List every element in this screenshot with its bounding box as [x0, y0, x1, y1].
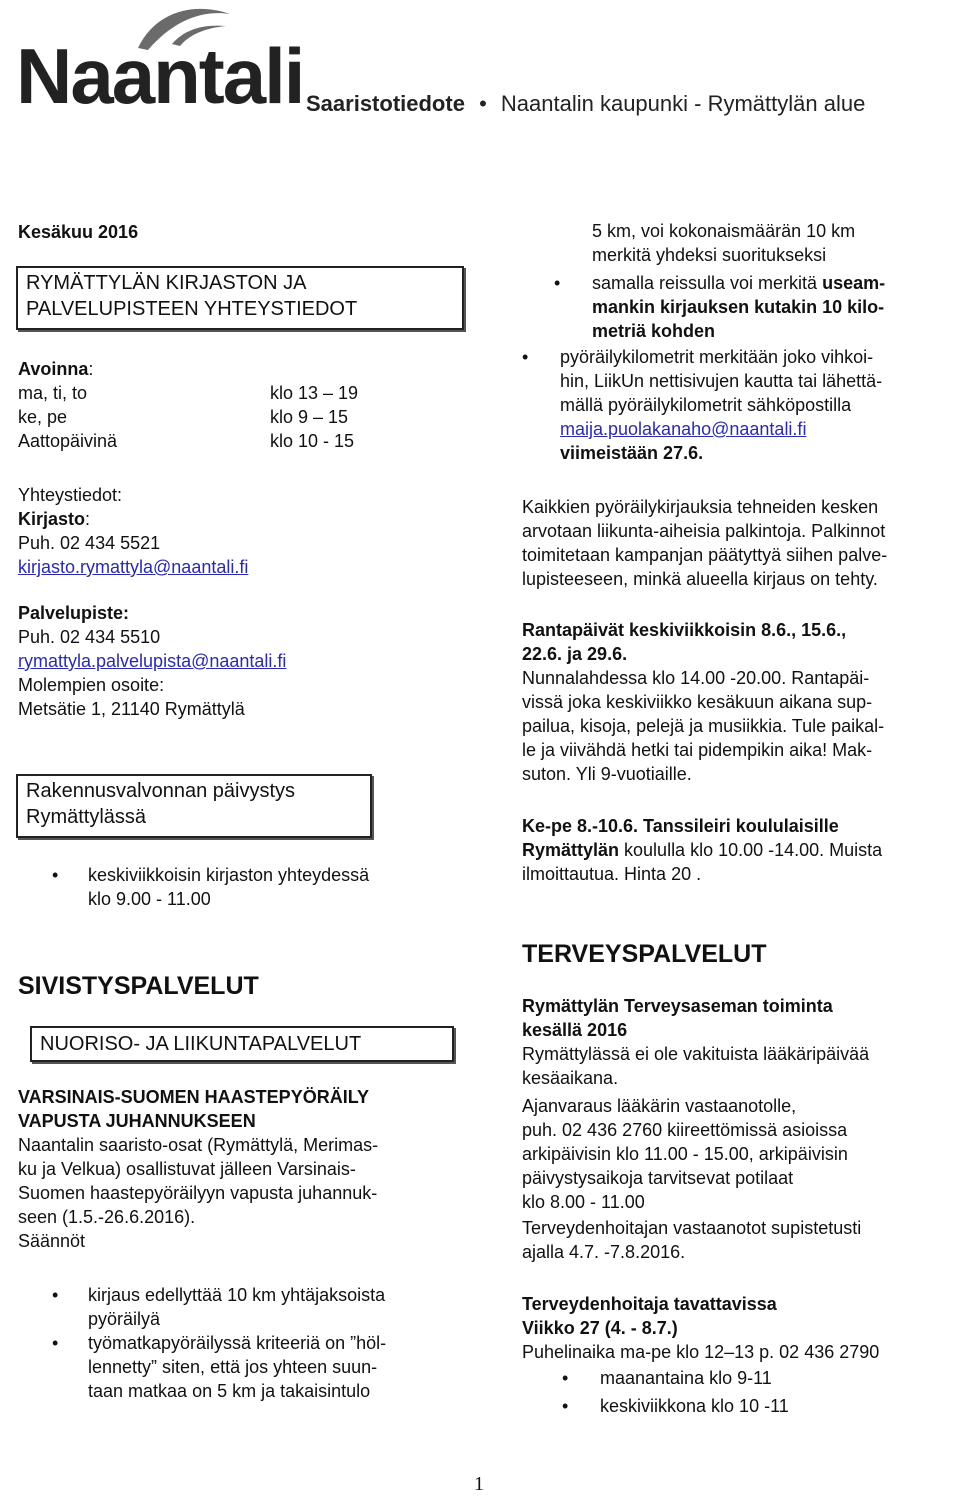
page-number: 1	[474, 1473, 484, 1495]
health-line: Rymättylässä ei ole vakituista lääkäripäivää	[522, 1044, 870, 1064]
rules-label: Säännöt	[18, 1231, 86, 1251]
beach-days-title-2: 22.6. ja 29.6.	[522, 644, 628, 664]
list-item-line: hin, LiikUn nettisivujen kautta tai lähettä-	[560, 371, 883, 391]
list-item-line: taan matkaa on 5 km ja takaisintulo	[88, 1381, 371, 1401]
section-heading: SIVISTYSPALVELUT	[18, 972, 259, 1000]
hours-day: Aattopäivinä	[18, 431, 118, 451]
article-line: Suomen haastepyöräilyyn vapusta juhannuk-	[18, 1183, 378, 1203]
building-box-title-1: Rakennusvalvonnan päivystys	[26, 780, 296, 802]
rules-list-continued	[554, 271, 954, 343]
health-line: puh. 02 436 2760 kiireettömissä asioissa	[522, 1120, 848, 1140]
prize-line: toimitetaan kampanjan päätyttyä siihen palve-	[522, 545, 888, 565]
building-inspection-box	[16, 774, 372, 838]
health-line: klo 8.00 - 11.00	[522, 1192, 645, 1212]
article-line: ku ja Velkua) osallistuvat jälleen Varsinais-	[18, 1159, 356, 1179]
list-item-line: pyöräilyä	[88, 1309, 161, 1329]
health-title-1: Rymättylän Terveysaseman toiminta	[522, 996, 833, 1016]
youth-sports-box	[30, 1026, 454, 1062]
youth-sports-title: NUORISO- JA LIIKUNTAPALVELUT	[40, 1033, 362, 1055]
nurse-days-list	[562, 1366, 942, 1418]
list-item-line: samalla reissulla voi merkitä useam-	[592, 273, 886, 293]
list-item-line: pyöräilykilometrit merkitään joko vihkoi-	[560, 347, 874, 367]
article-line: seen (1.5.-26.6.2016).	[18, 1207, 196, 1227]
dance-camp-line: Rymättylän koululla klo 10.00 -14.00. Muista	[522, 840, 883, 860]
beach-days-title-1: Rantapäivät keskiviikkoisin 8.6., 15.6.,	[522, 620, 847, 640]
hours-time: klo 10 - 15	[270, 431, 355, 451]
library-phone: Puh. 02 434 5521	[18, 533, 161, 553]
prize-line: lupisteeseen, minkä alueella kirjaus on tehty.	[522, 569, 878, 589]
library-contact-box	[16, 266, 464, 330]
nurse-phone: Puhelinaika ma-pe klo 12–13 p. 02 436 2790	[522, 1342, 880, 1362]
beach-days-line: pailua, kisoja, pelejä ja musiikkia. Tule paikal-	[522, 716, 885, 736]
health-line: arkipäivisin klo 11.00 - 15.00, arkipäivisin	[522, 1144, 848, 1164]
article-title-2: VAPUSTA JUHANNUKSEEN	[18, 1111, 256, 1131]
deadline: viimeistään 27.6.	[560, 443, 704, 463]
hours-day: ke, pe	[18, 407, 68, 427]
contact-email-link[interactable]: maija.puolakanaho@naantali.fi	[560, 419, 807, 439]
prize-line: arvotaan liikunta-aiheisia palkintoja. Palkinnot	[522, 521, 886, 541]
list-item-line: mällä pyöräilykilometrit sähköpostilla	[560, 395, 852, 415]
building-box-title-2: Rymättylässä	[26, 806, 147, 828]
list-item	[20, 1331, 460, 1403]
issue-date: Kesäkuu 2016	[18, 222, 139, 242]
header-tagline	[306, 90, 865, 118]
health-line: Ajanvaraus lääkärin vastaanotolle,	[522, 1096, 797, 1116]
beach-days-line: le ja viivähdä hetki tai pidempikin aika! Mak-	[522, 740, 873, 760]
library-box-title-1: RYMÄTTYLÄN KIRJASTON JA	[26, 272, 307, 294]
list-item-line: metriä kohden	[592, 321, 716, 341]
list-item-line: keskiviikkoisin kirjaston yhteydessä	[88, 865, 370, 885]
health-line: päivystysaikoja tarvitsevat potilaat	[522, 1168, 794, 1188]
logo	[16, 4, 316, 120]
rules-continued-line: merkitä yhdeksi suoritukseksi	[592, 245, 827, 265]
health-line: kesäaikana.	[522, 1068, 619, 1088]
rules-list	[20, 1283, 460, 1403]
tagline-bullet: •	[479, 91, 487, 116]
health-heading: TERVEYSPALVELUT	[522, 940, 767, 968]
contacts-label: Yhteystiedot:	[18, 485, 123, 505]
address-label: Molempien osoite:	[18, 675, 165, 695]
beach-days-line: vissä joka keskiviikko kesäkuun aikana sup-	[522, 692, 873, 712]
health-title-2: kesällä 2016	[522, 1020, 628, 1040]
list-item	[20, 863, 460, 911]
article-title-1: VARSINAIS-SUOMEN HAASTEPYÖRÄILY	[18, 1087, 370, 1107]
rules-list-continued	[522, 345, 952, 465]
prize-line: Kaikkien pyöräilykirjauksia tehneiden kesken	[522, 497, 879, 517]
logo-wordmark: Naantali	[16, 32, 304, 120]
beach-days-line: Nunnalahdessa klo 14.00 -20.00. Rantapäi-	[522, 668, 870, 688]
beach-days-line: suton. Yli 9-vuotiaille.	[522, 764, 692, 784]
list-item-line: työmatkapyöräilyssä kriteeriä on ”höl-	[88, 1333, 387, 1353]
list-item: • maanantaina klo 9-11	[562, 1366, 942, 1390]
service-point-phone: Puh. 02 434 5510	[18, 627, 161, 647]
list-item-line: klo 9.00 - 11.00	[88, 889, 211, 909]
list-item-line: kirjaus edellyttää 10 km yhtäjaksoista	[88, 1285, 386, 1305]
tagline-rest: Naantalin kaupunki - Rymättylän alue	[500, 91, 866, 116]
hours-time: klo 13 – 19	[270, 383, 359, 403]
hours-day: ma, ti, to	[18, 383, 88, 403]
hours-heading: Avoinna:	[18, 359, 94, 379]
list-item	[554, 271, 954, 343]
list-item	[522, 345, 952, 465]
article-line: Naantalin saaristo-osat (Rymättylä, Merimas-	[18, 1135, 379, 1155]
service-point-email-link[interactable]: rymattyla.palvelupista@naantali.fi	[18, 651, 287, 671]
list-item	[20, 1283, 460, 1331]
list-item: • keskiviikkona klo 10 -11	[562, 1394, 942, 1418]
dance-camp-line: ilmoittautua. Hinta 20 .	[522, 864, 702, 884]
address: Metsätie 1, 21140 Rymättylä	[18, 699, 245, 719]
service-point-label: Palvelupiste:	[18, 603, 130, 623]
health-line: ajalla 4.7. -7.8.2016.	[522, 1242, 686, 1262]
rules-continued-line: 5 km, voi kokonaismäärän 10 km	[592, 221, 856, 241]
library-label: Kirjasto:	[18, 509, 91, 529]
nurse-title-1: Terveydenhoitaja tavattavissa	[522, 1294, 777, 1314]
library-email-link[interactable]: kirjasto.rymattyla@naantali.fi	[18, 557, 249, 577]
tagline-bold: Saaristotiedote	[306, 91, 465, 116]
dance-camp-title: Ke-pe 8.-10.6. Tanssileiri koululaisille	[522, 816, 839, 836]
list-item-line: mankin kirjauksen kutakin 10 kilo-	[592, 297, 885, 317]
library-box-title-2: PALVELUPISTEEN YHTEYSTIEDOT	[26, 298, 358, 320]
health-line: Terveydenhoitajan vastaanotot supistetusti	[522, 1218, 862, 1238]
list-item-line: lennetty” siten, että jos yhteen suun-	[88, 1357, 378, 1377]
hours-time: klo 9 – 15	[270, 407, 349, 427]
nurse-title-2: Viikko 27 (4. - 8.7.)	[522, 1318, 678, 1338]
building-bullet-list	[20, 863, 460, 911]
